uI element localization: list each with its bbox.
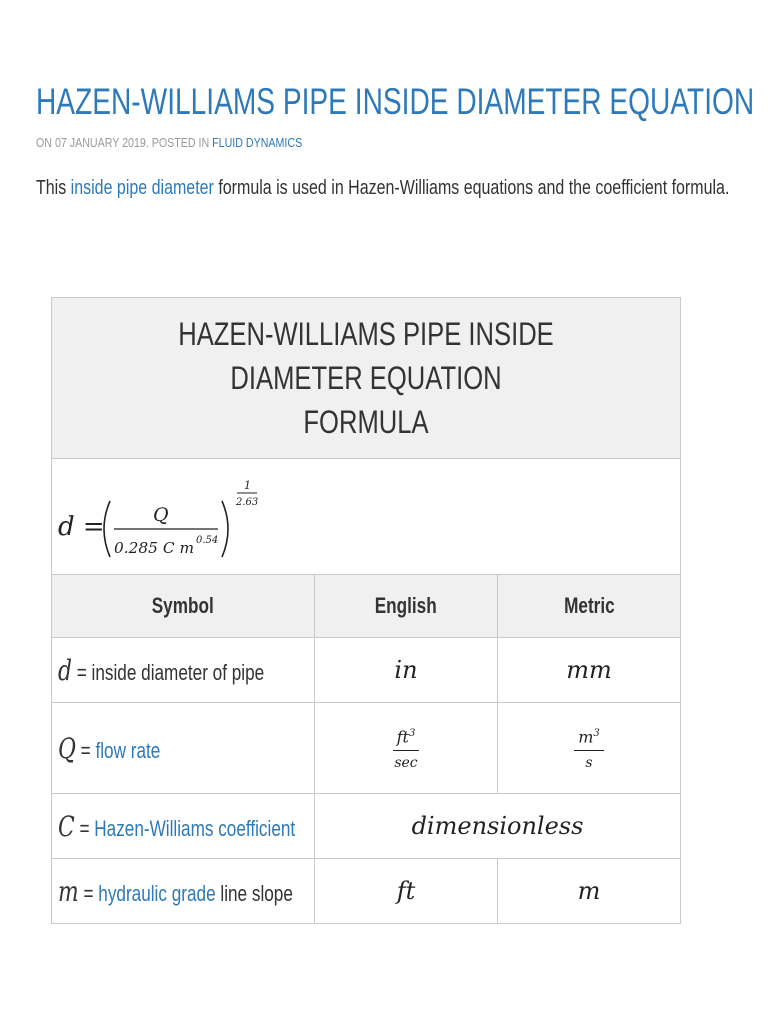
- hydraulic-grade-link[interactable]: hydraulic grade: [98, 880, 216, 906]
- left-paren: [104, 501, 110, 557]
- intro-paragraph: [36, 176, 768, 200]
- description: inside diameter of pipe: [91, 659, 265, 685]
- variable: Q: [58, 731, 76, 765]
- exponent-numerator: 1: [244, 479, 251, 492]
- page-title-text: HAZEN-WILLIAMS PIPE INSIDE DIAMETER EQUATION: [36, 81, 755, 122]
- intro-text-after: formula is used in Hazen-Williams equations and the coefficient formula.: [213, 177, 730, 199]
- table-caption: [52, 298, 681, 459]
- table-row: [52, 794, 681, 859]
- equation: [58, 479, 318, 573]
- post-meta: [36, 135, 361, 151]
- symbol-cell: m = hydraulic grade line slope: [52, 859, 315, 924]
- category-link[interactable]: FLUID DYNAMICS: [212, 135, 303, 150]
- equation-lhs: d =: [58, 512, 105, 542]
- table-row: [52, 638, 681, 703]
- equation-denominator: 0.285 C m: [114, 539, 194, 557]
- symbol-cell: Q = flow rate: [52, 703, 315, 794]
- denominator-exponent: 0.54: [196, 535, 219, 546]
- formula-table: [51, 297, 681, 924]
- intro-link[interactable]: inside pipe diameter: [70, 177, 214, 199]
- symbol-cell: d = inside diameter of pipe: [52, 638, 315, 703]
- post-date: ON 07 JANUARY 2019. POSTED IN: [36, 135, 213, 150]
- page-title: [36, 81, 755, 122]
- hazen-williams-coefficient-link[interactable]: Hazen-Williams coefficient: [94, 815, 296, 841]
- caption-line2: FORMULA: [303, 404, 429, 440]
- english-unit: in: [315, 638, 498, 703]
- table-row: [52, 703, 681, 794]
- english-fraction: $\frac{ft^3}{\sec}$: [394, 727, 418, 772]
- symbol-cell: C = Hazen-Williams coefficient: [52, 794, 315, 859]
- header-english: English: [315, 575, 498, 638]
- variable: d: [58, 653, 72, 687]
- exponent-denominator: 2.63: [236, 497, 259, 508]
- variable: C: [58, 809, 75, 843]
- equation-cell: [52, 459, 681, 575]
- metric-unit: m: [498, 859, 681, 924]
- english-unit: [315, 703, 498, 794]
- intro-text-before: This: [36, 177, 71, 199]
- equation-numerator: Q: [153, 504, 169, 526]
- right-paren: [222, 501, 228, 557]
- table-row: [52, 859, 681, 924]
- equation-graphic: [58, 479, 318, 569]
- header-symbol: Symbol: [52, 575, 315, 638]
- combined-unit: dimensionless: [315, 794, 681, 859]
- caption-line1: HAZEN-WILLIAMS PIPE INSIDE DIAMETER EQUATION: [178, 316, 554, 396]
- variable: m: [58, 874, 79, 908]
- description: line slope: [215, 880, 293, 906]
- metric-fraction: $\frac{m^3}{s}$: [574, 724, 604, 772]
- english-unit: ft: [315, 859, 498, 924]
- header-metric: Metric: [498, 575, 681, 638]
- flow-rate-link[interactable]: flow rate: [95, 737, 161, 763]
- metric-unit: [498, 703, 681, 794]
- metric-unit: mm: [498, 638, 681, 703]
